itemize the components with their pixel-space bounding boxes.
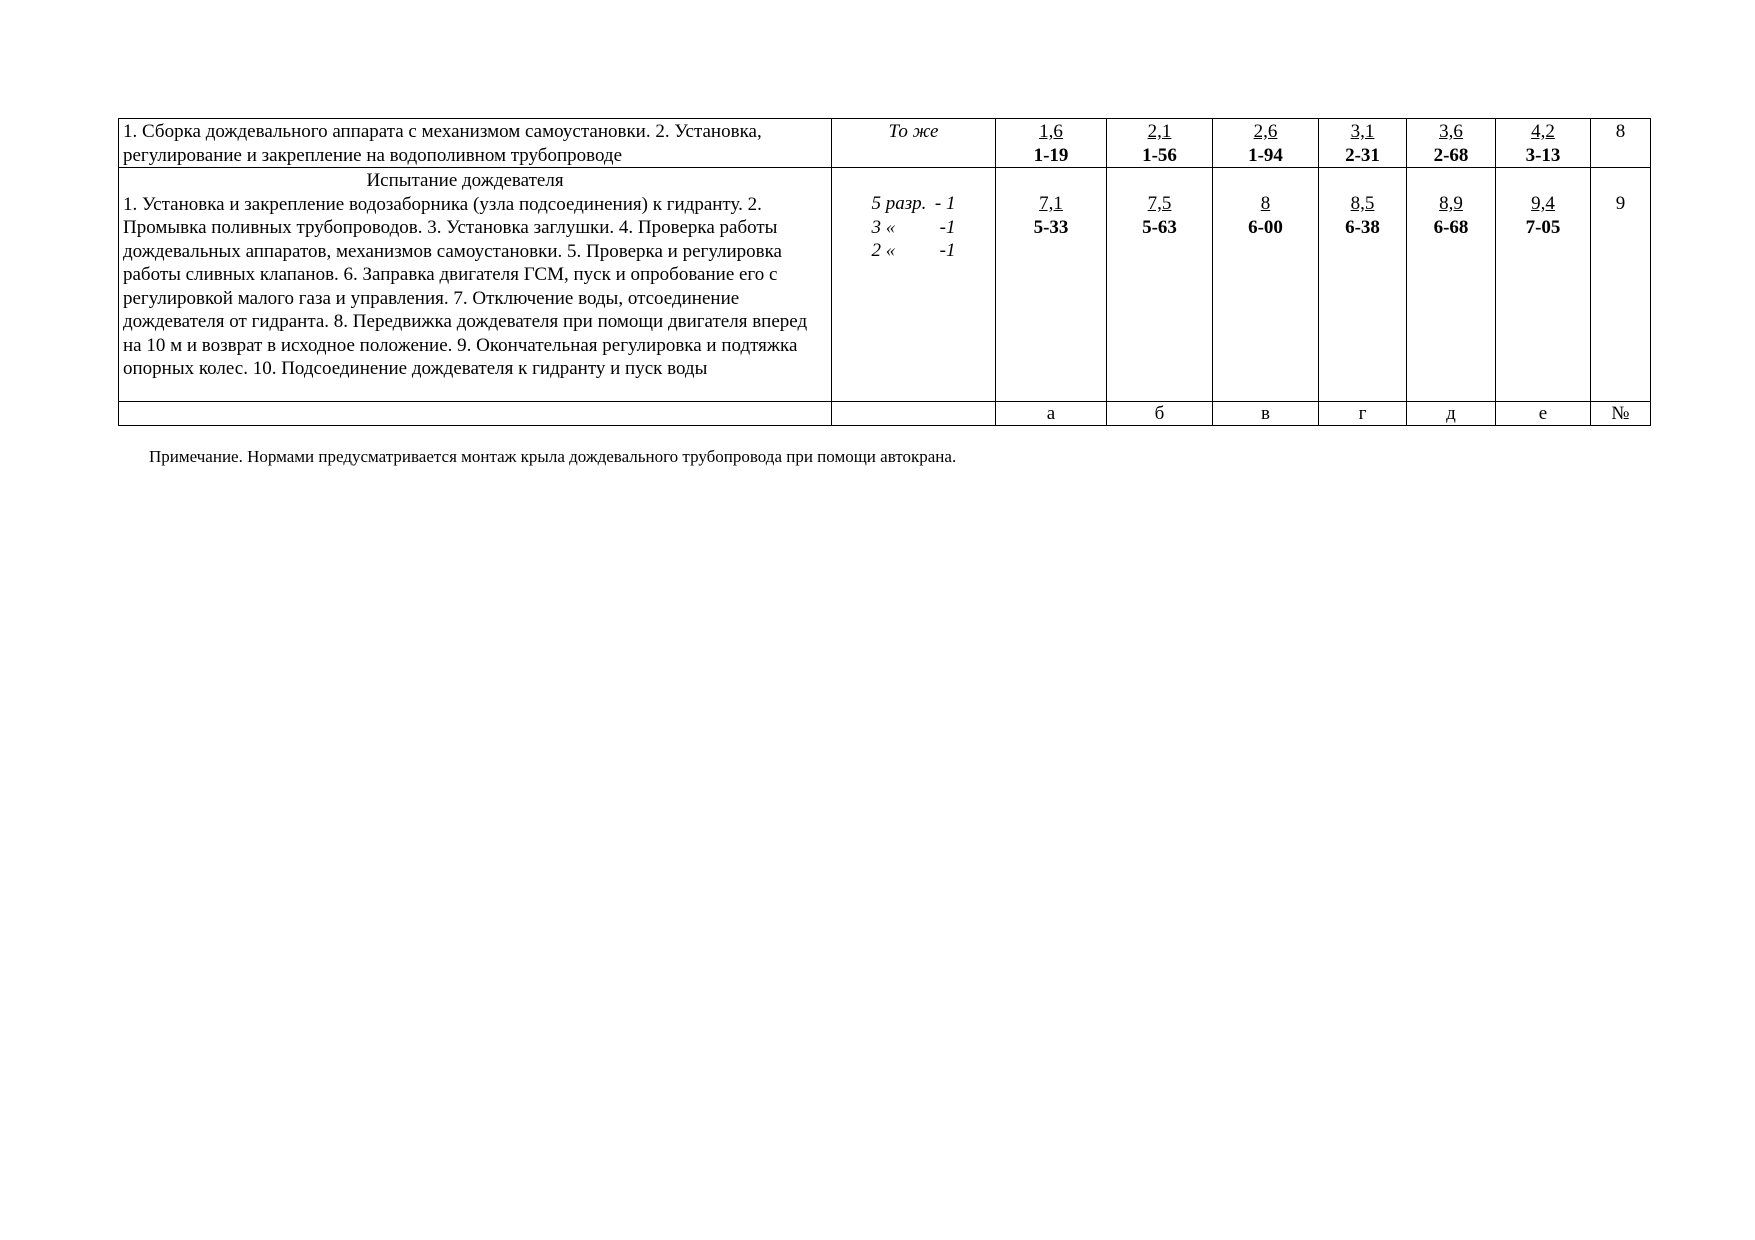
time-norm: 2,6 [1253, 121, 1278, 142]
time-norm: 8,9 [1439, 193, 1463, 214]
time-norm: 7,5 [1147, 193, 1172, 214]
time-norm: 9,4 [1531, 193, 1555, 214]
operation-description [119, 168, 832, 402]
time-norm: 8 [1260, 193, 1271, 214]
price-norm: 3-13 [1525, 144, 1561, 166]
price-norm: 7-05 [1525, 216, 1561, 238]
norm-cell-g [1319, 119, 1407, 168]
price-norm: 5-63 [1142, 216, 1177, 238]
crew-line [836, 239, 991, 263]
column-letters-row [119, 402, 1651, 426]
operation-text: 1. Установка и закрепление водозаборника (узла подсоединения) к гидранту. 2. Промывка поливных трубопроводов. 3. Установка заглушки. 4. Проверка работы дождевальных аппаратов, механизмов самоустановки. 5. Проверка и регулировка работы сливных клапанов. 6. Заправка двигателя ГСМ, пуск и опробование его с регулировкой малого газа и управления. 7. Отключение воды, отсоединение дождевателя от гидранта. 8. Передвижка дождевателя при помощи двигателя вперед на 10 м и возврат в исходное положение. 9. Окончательная регулировка и подтяжка опорных колес. 10. Подсоединение дождевателя к гидранту и пуск воды [123, 193, 808, 379]
norm-cell-b [1107, 119, 1213, 168]
price-norm: 6-00 [1248, 216, 1283, 238]
time-norm: 4,2 [1531, 121, 1555, 142]
worker-count: -1 [939, 240, 956, 261]
worker-grade: 3 « [871, 216, 896, 238]
column-letter: г [1319, 402, 1407, 426]
column-letter: д [1407, 402, 1496, 426]
price-norm: 1-19 [1033, 144, 1069, 166]
worker-grade: 5 разр. [871, 193, 927, 214]
time-norm: 3,1 [1350, 121, 1375, 142]
column-letter: № [1591, 402, 1651, 426]
crew-line [836, 192, 991, 216]
norm-cell-b [1107, 168, 1213, 402]
table-row [119, 168, 1651, 402]
footnote: Примечание. Нормами предусматривается монтаж крыла дождевального трубопровода при помощи автокрана. [149, 447, 957, 466]
worker-count: - 1 [934, 193, 956, 214]
time-norm: 3,6 [1439, 121, 1463, 142]
price-norm: 2-31 [1345, 144, 1380, 166]
price-norm: 6-38 [1345, 216, 1380, 238]
row-number: 9 [1591, 168, 1651, 402]
time-norm: 7,1 [1039, 193, 1063, 214]
price-norm: 5-33 [1033, 216, 1069, 238]
time-norm: 8,5 [1350, 193, 1375, 214]
norm-cell-e [1496, 168, 1591, 402]
section-title: Испытание дождевателя [366, 170, 564, 191]
price-norm: 1-94 [1248, 144, 1283, 166]
norm-cell-e [1496, 119, 1591, 168]
empty-cell [832, 402, 996, 426]
crew-composition: То же [832, 119, 996, 168]
norm-cell-d [1407, 119, 1496, 168]
table-row [119, 119, 1651, 168]
norm-cell-a [996, 168, 1107, 402]
price-norm: 1-56 [1142, 144, 1177, 166]
crew-line [836, 216, 991, 240]
operation-description: 1. Сборка дождевального аппарата с механизмом самоустановки. 2. Установка, регулирование и закрепление на водополивном трубопроводе [119, 119, 832, 168]
worker-grade: 2 « [871, 240, 896, 261]
column-letter: б [1107, 402, 1213, 426]
empty-cell [119, 402, 832, 426]
norm-cell-g [1319, 168, 1407, 402]
norm-cell-v [1213, 119, 1319, 168]
price-norm: 2-68 [1433, 144, 1469, 166]
column-letter: е [1496, 402, 1591, 426]
price-norm: 6-68 [1433, 216, 1469, 238]
norm-cell-a [996, 119, 1107, 168]
norm-cell-v [1213, 168, 1319, 402]
time-norm: 2,1 [1147, 121, 1172, 142]
column-letter: в [1213, 402, 1319, 426]
norm-cell-d [1407, 168, 1496, 402]
column-letter: а [996, 402, 1107, 426]
norms-table [118, 118, 1651, 426]
time-norm: 1,6 [1039, 121, 1063, 142]
row-number: 8 [1591, 119, 1651, 168]
crew-composition [832, 168, 996, 402]
worker-count: -1 [939, 216, 956, 238]
